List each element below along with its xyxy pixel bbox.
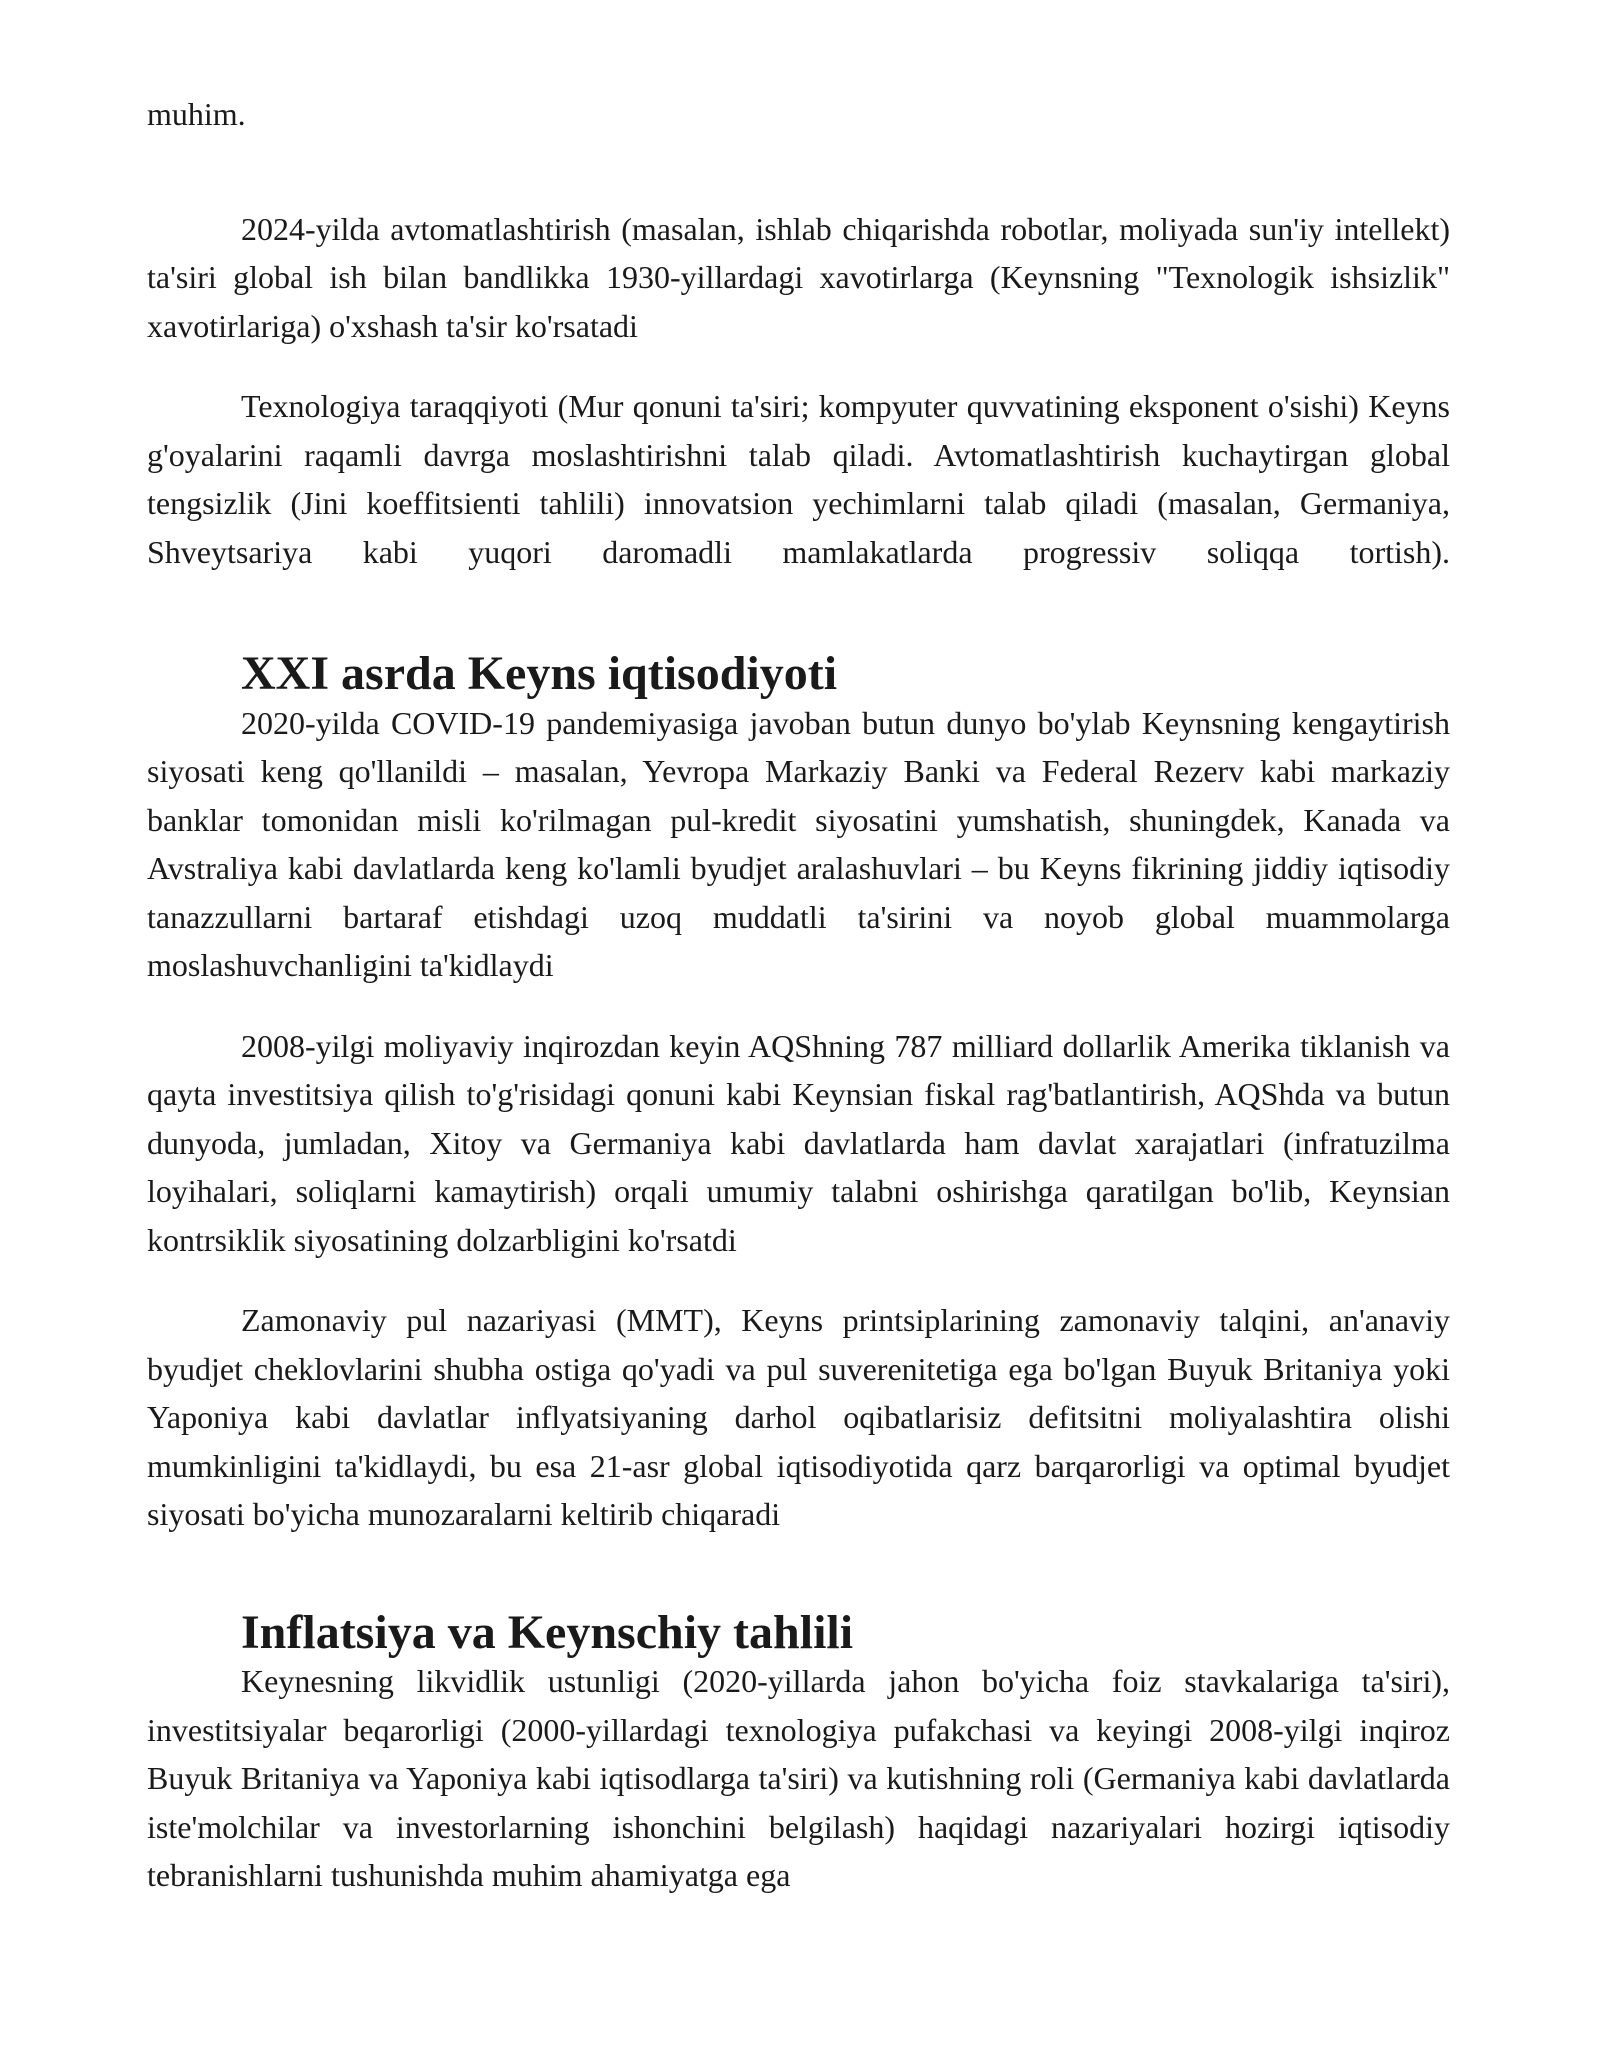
spacer [147, 990, 1450, 1022]
spacer [147, 1539, 1450, 1609]
spacer [147, 350, 1450, 382]
section-heading-inflation: Inflatsiya va Keynschiy tahlili [241, 1605, 854, 1659]
spacer [147, 139, 1450, 205]
paragraph-technology-progress: Texnologiya taraqqiyoti (Mur qonuni ta'siri; kompyuter quvvatining eksponent o'sishi) Keyns g'oyalarini raqamli davrga moslashtirishni talab qiladi. Avtomatlashtirish kuchaytirgan global tengsizlik (Jini koeffitsienti tahlili) innovatsion yechimlarni talab qiladi (masalan, Germaniya, Shveytsariya kabi yuqori daromadli mamlakatlarda progressiv soliqqa tortish). [147, 388, 1450, 570]
paragraph-continuation: muhim. [147, 96, 246, 132]
section-heading-keynes-21st-century: XXI asrda Keyns iqtisodiyoti [241, 647, 838, 700]
document-page [147, 90, 1450, 1900]
paragraph-mmt: Zamonaviy pul nazariyasi (MMT), Keyns printsiplarining zamonaviy talqini, an'anaviy byudjet cheklovlarini shubha ostiga qo'yadi va pul suverenitetiga ega bo'lgan Buyuk Britaniya yoki Yaponiya kabi davlatlar inflyatsiyaning darhol oqibatlarisiz defitsitni moliyalashtira olishi mumkinligini ta'kidlaydi, bu esa 21-asr global iqtisodiyotida qarz barqarorligi va optimal byudjet siyosati bo'yicha munozaralarni keltirib chiqaradi [147, 1302, 1450, 1532]
paragraph-automation-2024: 2024-yilda avtomatlashtirish (masalan, ishlab chiqarishda robotlar, moliyada sun'iy intellekt) ta'siri global ish bilan bandlikka 1930-yillardagi xavotirlarga (Keynsning "Texnologik ishsizlik" xavotirlariga) o'xshash ta'sir ko'rsatadi [147, 210, 1450, 344]
spacer [147, 1264, 1450, 1296]
paragraph-covid-response: 2020-yilda COVID-19 pandemiyasiga javoban butun dunyo bo'ylab Keynsning kengaytirish siyosati keng qo'llanildi – masalan, Yevropa Markaziy Banki va Federal Rezerv kabi markaziy banklar tomonidan misli ko'rilmagan pul-kredit siyosatini yumshatish, shuningdek, Kanada va Avstraliya kabi davlatlarda keng ko'lamli byudjet aralashuvlari – bu Keyns fikrining jiddiy iqtisodiy tanazzullarni bartaraf etishdagi uzoq muddatli ta'sirini va noyob global muammolarga moslashuvchanligini ta'kidlaydi [147, 704, 1450, 983]
paragraph-2008-crisis: 2008-yilgi moliyaviy inqirozdan keyin AQShning 787 milliard dollarlik Amerika tiklanish va qayta investitsiya qilish to'g'risidagi qonuni kabi Keynsian fiskal rag'batlantirish, AQShda va butun dunyoda, jumladan, Xitoy va Germaniya kabi davlatlarda ham davlat xarajatlari (infratuzilma loyihalari, soliqlarni kamaytirish) orqali umumiy talabni oshirishga qaratilgan bo'lib, Keynsian kontrsiklik siyosatining dolzarbligini ko'rsatdi [147, 1027, 1450, 1258]
paragraph-liquidity-preference: Keynesning likvidlik ustunligi (2020-yillarda jahon bo'yicha foiz stavkalariga ta'siri), investitsiyalar beqarorligi (2000-yillardagi texnologiya pufakchasi va keyingi 2008-yilgi inqiroz Buyuk Britaniya va Yaponiya kabi iqtisodlarga ta'siri) va kutishning roli (Germaniya kabi davlatlarda iste'molchilar va investorlarning ishonchini belgilash) haqidagi nazariyalari hozirgi iqtisodiy tebranishlarni tushunishda muhim ahamiyatga ega [147, 1663, 1450, 1893]
spacer [147, 576, 1450, 650]
